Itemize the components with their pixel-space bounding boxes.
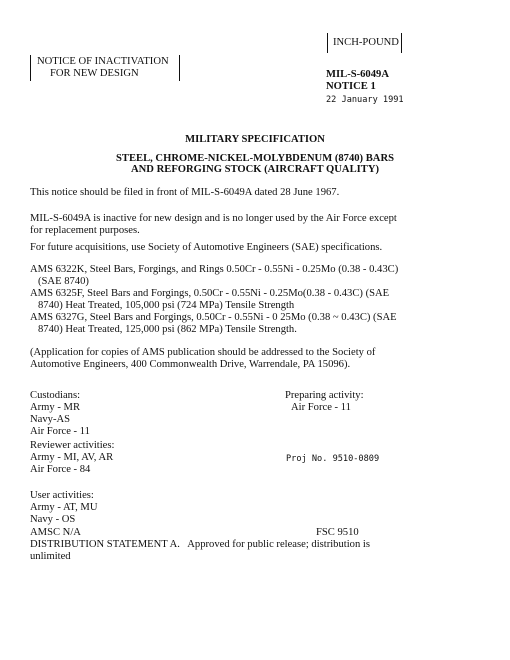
reviewer-army: Army - MI, AV, AR xyxy=(30,452,114,463)
ams-6327g-line1: AMS 6327G, Steel Bars and Forgings, 0.50Cr - 0.55Ni - 0 25Mo (0.38 ~ 0.43C) (SAE xyxy=(30,312,397,323)
inch-pound-label: INCH-POUND xyxy=(333,37,399,48)
reviewer-activities-heading: Reviewer activities: xyxy=(30,440,115,451)
spec-type-title: MILITARY SPECIFICATION xyxy=(185,134,325,145)
notice-box-right-bar xyxy=(179,55,180,81)
ams-6325f-line1: AMS 6325F, Steel Bars and Forgings, 0.50Cr - 0.55Ni - 0.25Mo(0.38 - 0.43C) (SAE xyxy=(30,288,390,299)
project-number: Proj No. 9510-0809 xyxy=(286,454,380,464)
inactive-statement-line1: MIL-S-6049A is inactive for new design and is no longer used by the Air Force except xyxy=(30,213,397,224)
preparing-activity-heading: Preparing activity: xyxy=(285,390,364,401)
notice-date: 22 January 1991 xyxy=(326,95,404,105)
spec-title-line2: AND REFORGING STOCK (AIRCRAFT QUALITY) xyxy=(131,164,379,175)
inactive-statement-line2: for replacement purposes. xyxy=(30,225,140,236)
doc-number: MIL-S-6049A xyxy=(326,69,389,80)
filing-note: This notice should be filed in front of MIL-S-6049A dated 28 June 1967. xyxy=(30,187,340,198)
ams-6322k-line1: AMS 6322K, Steel Bars, Forgings, and Rings 0.50Cr - 0.55Ni - 0.25Mo (0.38 - 0.43C) xyxy=(30,264,399,275)
user-army: Army - AT, MU xyxy=(30,502,98,513)
ams-6325f-line2: 8740) Heat Treated, 105,000 psi (724 MPa) Tensile Strength xyxy=(38,300,295,311)
inch-pound-left-bar xyxy=(327,33,328,53)
spec-title-line1: STEEL, CHROME-NICKEL-MOLYBDENUM (8740) BARS xyxy=(115,153,394,164)
amsc-code: AMSC N/A xyxy=(30,527,81,538)
application-note-line2: Automotive Engineers, 400 Commonwealth Drive, Warrendale, PA 15096). xyxy=(30,359,351,370)
application-note-line1: (Application for copies of AMS publication should be addressed to the Society of xyxy=(30,347,376,358)
fsc-code: FSC 9510 xyxy=(316,527,359,538)
inch-pound-right-bar xyxy=(401,33,402,53)
ams-6327g-line2: 8740) Heat Treated, 125,000 psi (862 MPa) Tensile Strength. xyxy=(38,324,297,335)
future-acquisitions: For future acquisitions, use Society of Automotive Engineers (SAE) specifications. xyxy=(30,242,383,253)
distribution-statement-line2: unlimited xyxy=(30,551,71,562)
custodians-heading: Custodians: xyxy=(30,390,81,401)
notice-box-left-bar xyxy=(30,55,31,81)
reviewer-air-force: Air Force - 84 xyxy=(30,464,91,475)
user-activities-heading: User activities: xyxy=(30,490,94,501)
custodian-navy: Navy-AS xyxy=(30,414,71,425)
custodian-army: Army - MR xyxy=(30,402,81,413)
preparing-activity-value: Air Force - 11 xyxy=(291,402,351,413)
notice-box-line1: NOTICE OF INACTIVATION xyxy=(37,56,169,67)
distribution-statement-line1: DISTRIBUTION STATEMENT A. Approved for public release; distribution is xyxy=(30,539,370,550)
notice-number: NOTICE 1 xyxy=(326,81,376,92)
custodian-air-force: Air Force - 11 xyxy=(30,426,90,437)
notice-box-line2: FOR NEW DESIGN xyxy=(50,68,139,79)
user-navy: Navy - OS xyxy=(30,514,76,525)
ams-6322k-line2: (SAE 8740) xyxy=(38,276,89,287)
